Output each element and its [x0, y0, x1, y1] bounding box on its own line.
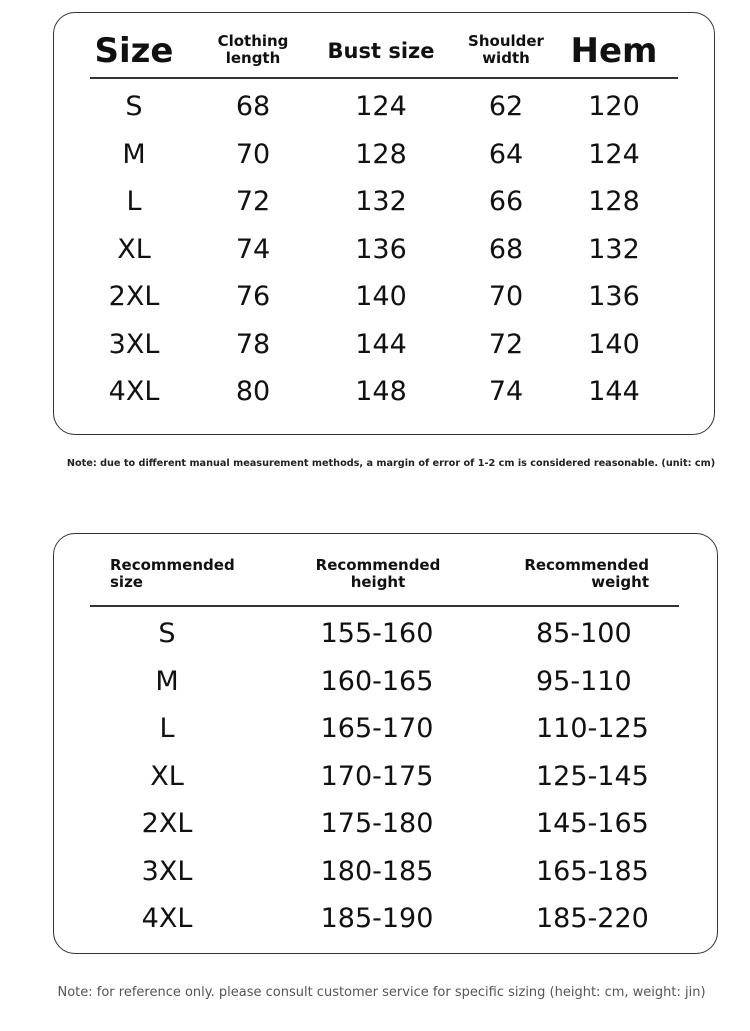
- size-label: 2XL: [141, 808, 193, 839]
- header-divider: [90, 605, 679, 607]
- size-label: 4XL: [108, 376, 160, 407]
- size-label: 3XL: [108, 328, 160, 360]
- table-cell: 124: [588, 138, 640, 170]
- header-bust-size: Bust size: [327, 39, 435, 63]
- header-recommended-weight: Recommended weight: [524, 556, 649, 591]
- table-cell: 74: [488, 376, 524, 407]
- table-cell: 175-180: [320, 808, 434, 839]
- size-chart-card: [53, 12, 715, 435]
- table-cell: 125-145: [536, 760, 649, 792]
- table-cell: 165-170: [320, 713, 434, 744]
- header-shoulder-width: Shoulder width: [468, 32, 544, 67]
- table-cell: 132: [588, 233, 640, 265]
- table-cell: 185-220: [536, 903, 649, 934]
- table-cell: 95-110: [536, 665, 632, 697]
- table-cell: 74: [235, 233, 271, 265]
- table-cell: 70: [235, 138, 271, 170]
- table-cell: 165-185: [536, 855, 649, 887]
- table-cell: 70: [488, 281, 524, 312]
- size-label: 2XL: [108, 281, 160, 312]
- header-clothing-length: Clothing length: [217, 32, 289, 67]
- size-label: XL: [150, 760, 184, 792]
- table-cell: 180-185: [320, 855, 434, 887]
- header-recommended-size: Recommended size: [110, 556, 235, 591]
- size-label: S: [125, 91, 143, 122]
- table-cell: 144: [355, 328, 407, 360]
- table-cell: 85-100: [536, 618, 632, 649]
- size-label: S: [158, 618, 176, 649]
- header-size: Size: [94, 31, 174, 71]
- table-cell: 170-175: [320, 760, 434, 792]
- table-cell: 72: [235, 186, 271, 217]
- measurement-note: Note: due to different manual measurement methods, a margin of error of 1-2 cm is considered reasonable. (unit: cm): [66, 458, 716, 469]
- size-label: M: [122, 138, 146, 170]
- size-label: 3XL: [141, 855, 193, 887]
- table-cell: 155-160: [320, 618, 434, 649]
- table-cell: 76: [235, 281, 271, 312]
- size-label: L: [159, 713, 175, 744]
- table-cell: 64: [488, 138, 524, 170]
- table-cell: 78: [235, 328, 271, 360]
- header-hem: Hem: [570, 31, 658, 71]
- table-cell: 72: [488, 328, 524, 360]
- reference-note: Note: for reference only. please consult customer service for specific sizing (height: cm, weight: jin): [57, 985, 706, 1000]
- table-cell: 128: [588, 186, 640, 217]
- table-cell: 110-125: [536, 713, 649, 744]
- header-divider: [90, 77, 678, 79]
- table-cell: 140: [588, 328, 640, 360]
- table-cell: 68: [235, 91, 271, 122]
- table-cell: 68: [488, 233, 524, 265]
- table-cell: 140: [355, 281, 407, 312]
- table-cell: 185-190: [320, 903, 434, 934]
- size-label: M: [155, 665, 179, 697]
- table-cell: 136: [588, 281, 640, 312]
- size-label: XL: [117, 233, 151, 265]
- recommendation-card: [53, 533, 718, 954]
- table-cell: 132: [355, 186, 407, 217]
- size-label: 4XL: [141, 903, 193, 934]
- table-cell: 128: [355, 138, 407, 170]
- table-cell: 66: [488, 186, 524, 217]
- table-cell: 148: [355, 376, 407, 407]
- table-cell: 62: [488, 91, 524, 122]
- table-cell: 120: [588, 91, 640, 122]
- table-cell: 124: [355, 91, 407, 122]
- table-cell: 136: [355, 233, 407, 265]
- table-cell: 145-165: [536, 808, 649, 839]
- table-cell: 80: [235, 376, 271, 407]
- size-label: L: [126, 186, 142, 217]
- table-cell: 144: [588, 376, 640, 407]
- header-recommended-height: Recommended height: [315, 556, 441, 591]
- table-cell: 160-165: [320, 665, 434, 697]
